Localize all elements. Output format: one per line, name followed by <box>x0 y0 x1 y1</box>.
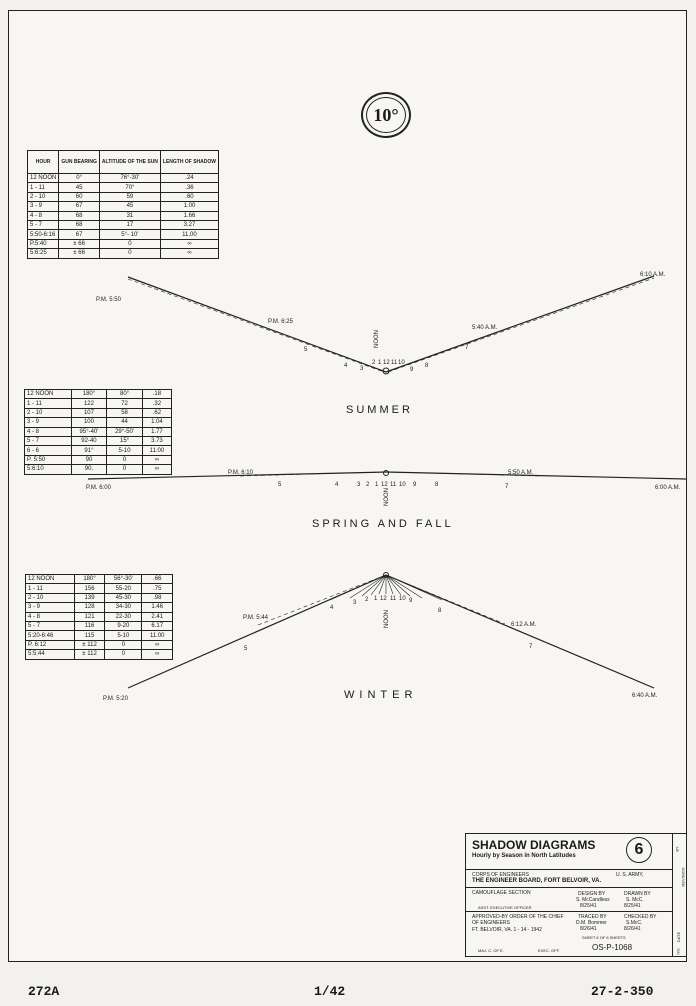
sheet-number-badge: 6 <box>626 837 652 863</box>
hour-label: 11 <box>391 360 398 366</box>
hour-label: 4 <box>344 363 348 369</box>
major-label: MAJ. C. OF E. <box>478 948 504 953</box>
date-label: DATE <box>676 931 682 943</box>
summer-pm-mid-label: P.M. 6:25 <box>268 319 293 325</box>
divider <box>466 887 672 888</box>
summer-am-shadow-line <box>386 276 654 372</box>
hour-label: 7 <box>465 345 469 351</box>
spring-am-mid-label: 5:50 A.M. <box>508 470 534 476</box>
winter-noon-label: NOON <box>384 610 390 628</box>
hour-label: 11 <box>390 596 397 602</box>
corps-label: CORPS OF ENGINEERS <box>472 872 529 878</box>
no-label: NO. <box>675 947 681 955</box>
winter-pm-mid-label: P.M. 5:44 <box>243 615 268 621</box>
table-row: 5 - 7 116 9-20 6.17 <box>26 621 173 630</box>
hour-label: 5 <box>278 482 282 488</box>
hour-label: 1 <box>375 482 379 488</box>
hour-label: 12 <box>381 482 388 488</box>
summer-pm-end-label: P.M. 5:50 <box>96 297 121 303</box>
hour-label: 4 <box>335 482 339 488</box>
spring-am-end-label: 6:00 A.M. <box>655 485 681 491</box>
summer-pm-dashed-line <box>128 279 384 372</box>
table-row: 4 - 8 68 31 1.66 <box>28 211 219 220</box>
hour-label: 9 <box>413 482 417 488</box>
hour-label: 10 <box>399 482 406 488</box>
footer-center: 1/42 <box>314 984 346 999</box>
table-row: 5:50-6:16 67 5°- 10' 11.00 <box>28 230 219 239</box>
approval-place: FT. BELVOIR, VA. 1 - 14 - 1942 <box>472 927 542 933</box>
hour-label: 2 <box>366 482 370 488</box>
table-row: 2 - 10 60 59 .60 <box>28 192 219 201</box>
hour-ray <box>330 575 386 600</box>
design-date: 8/25/41 <box>580 903 597 909</box>
hour-label: 11 <box>390 482 397 488</box>
hour-label: 8 <box>425 363 429 369</box>
table-row: 12 NOON 180° 80° .18 <box>25 390 172 399</box>
hour-label: 2 <box>365 597 369 603</box>
table-row: 6 - 6 91° 5-10 11.00 <box>25 446 172 455</box>
checked-by-label: CHECKED BY <box>624 914 657 920</box>
hour-label: 9 <box>409 598 413 604</box>
table-row: 3 - 9 128 34-30 1.46 <box>26 603 173 612</box>
table-row: 12 NOON 180° 56°-30' .66 <box>26 575 173 584</box>
header-hour: HOUR <box>28 151 59 174</box>
spring-noon-label: NOON <box>384 488 390 506</box>
spring-pm-mid-label: P.M. 6:10 <box>228 470 253 476</box>
drafter-name: S. McC. <box>626 897 644 903</box>
table-row: 1 - 11 156 55-20 .75 <box>26 584 173 593</box>
hour-label: 12 <box>383 360 390 366</box>
winter-am-end-label: 6:40 A.M. <box>632 693 658 699</box>
footer-left: 272A <box>28 984 60 999</box>
checker-name: S.McC. <box>626 920 643 926</box>
table-row: 5:6:10 90, 0 ∞ <box>25 465 172 474</box>
exec-officer-label: EXEC. OFF. <box>538 948 560 953</box>
header-altitude: ALTITUDE OF THE SUN <box>99 151 160 174</box>
army-label: U. S. ARMY, <box>616 872 644 878</box>
table-row: 4 - 8 95°-40' 29°-50' 1.77 <box>25 427 172 436</box>
divider <box>466 911 672 912</box>
hour-label: 3 <box>360 366 364 372</box>
divider <box>466 869 672 870</box>
spring-pm-end-label: P.M. 6:00 <box>86 485 111 491</box>
header-gun-bearing: GUN BEARING <box>59 151 100 174</box>
table-row: 2 - 10 107 58 .62 <box>25 408 172 417</box>
hour-label: 3 <box>353 600 357 606</box>
tracer-name: D.M. Bommer <box>576 920 607 926</box>
hour-label: 5 <box>244 646 248 652</box>
hour-label: 7 <box>529 644 533 650</box>
table-row: 12 NOON 0° 76°-30' .24 <box>28 174 219 183</box>
summer-noon-label: NOON <box>374 330 380 348</box>
revision-label: REVISION <box>680 867 686 887</box>
summer-title: SUMMER <box>346 404 413 416</box>
winter-am-mid-label: 6:12 A.M. <box>511 622 537 628</box>
hour-ray <box>350 575 386 598</box>
checked-date: 8/26/41 <box>624 926 641 932</box>
winter-pm-end-label: P.M. 5:20 <box>103 696 128 702</box>
table-row: 2 - 10 139 45-30 .98 <box>26 593 173 602</box>
hour-label: 9 <box>410 367 414 373</box>
table-row: 1 - 11 45 70° .36 <box>28 183 219 192</box>
hour-label: 8 <box>438 608 442 614</box>
drawn-date: 8/25/41 <box>624 903 641 909</box>
winter-diagram <box>128 573 654 689</box>
hour-label: 7 <box>505 484 509 490</box>
spring-diagram <box>88 471 686 480</box>
drawing-number: OS-P-1068 <box>592 943 633 952</box>
table-row: P. 5:50 90 0 ∞ <box>25 455 172 464</box>
table-row: 5:20-6:46 115 5-10 11.00 <box>26 631 173 640</box>
design-by-label: DESIGN BY <box>578 891 606 897</box>
winter-am-shadow-line <box>386 575 654 688</box>
summer-am-dashed-line <box>388 278 654 372</box>
hour-label: 10 <box>398 360 405 366</box>
drawn-by-label: DRAWN BY <box>624 891 651 897</box>
hour-label: 1 <box>378 360 382 366</box>
spring-fall-title: SPRING AND FALL <box>312 518 454 530</box>
header-shadow-length: LENGTH OF SHADOW <box>160 151 218 174</box>
table-row: 3 - 9 67 45 1.00 <box>28 202 219 211</box>
table-row: 5:5:44 ± 112 0 ∞ <box>26 650 173 659</box>
spring-gun-position <box>384 471 389 476</box>
table-row: 4 - 8 121 22-30 2.41 <box>26 612 173 621</box>
summer-am-mid-label: 5:40 A.M. <box>472 325 498 331</box>
hour-label: 2 <box>372 360 376 366</box>
table-row: 5:6:25 ± 66 0 ∞ <box>28 249 219 258</box>
winter-title: WINTER <box>344 689 418 701</box>
footer-right: 27-2-350 <box>591 984 654 999</box>
hour-label: 3 <box>357 482 361 488</box>
approval-label: APPROVED-BY ORDER OF THE CHIEF OF ENGINEERS <box>472 914 564 926</box>
hour-label: 1 <box>374 596 378 602</box>
drawing-title: SHADOW DIAGRAMS <box>472 838 596 852</box>
summer-am-end-label: 6:10 A.M. <box>640 272 666 278</box>
hour-label: 4 <box>330 605 334 611</box>
board-label: THE ENGINEER BOARD, FORT BELVOIR, VA. <box>472 878 602 884</box>
hour-label: 8 <box>435 482 439 488</box>
title-block <box>465 833 687 957</box>
traced-by-label: TRACED BY <box>578 914 607 920</box>
table-row: 5 - 7 68 17 3.27 <box>28 220 219 229</box>
section-label: CAMOUFLAGE SECTION <box>472 890 531 896</box>
hour-label: 5 <box>304 347 308 353</box>
sheet-count: SHEET 6 OF 6 SHEETS <box>582 935 626 940</box>
table-row: P.5:40 ± 66 0 ∞ <box>28 239 219 248</box>
table-row: 5 - 7 92-40 15° 3.73 <box>25 436 172 445</box>
hour-ray <box>386 575 422 598</box>
designer-name: S. McCandless <box>576 897 610 903</box>
drawing-subtitle: Hourly by Season in North Latitudes <box>472 853 576 859</box>
revision-column-divider <box>672 834 673 956</box>
spring-pm-dashed-line <box>240 472 384 476</box>
table-row: 3 - 9 100 44 1.04 <box>25 418 172 427</box>
summer-pm-shadow-line <box>128 277 386 372</box>
traced-date: 8/26/41 <box>580 926 597 932</box>
hour-label: 12 <box>380 596 387 602</box>
table-row: 1 - 11 122 72 .32 <box>25 399 172 408</box>
hour-label: 10 <box>399 596 406 602</box>
by-label: BY <box>674 846 680 852</box>
latitude-badge: 10° <box>361 92 411 138</box>
table-row: P. 6:12 ± 112 0 ∞ <box>26 640 173 649</box>
asst-officer-label: ASST. EXECUTIVE OFFICER <box>478 905 532 910</box>
